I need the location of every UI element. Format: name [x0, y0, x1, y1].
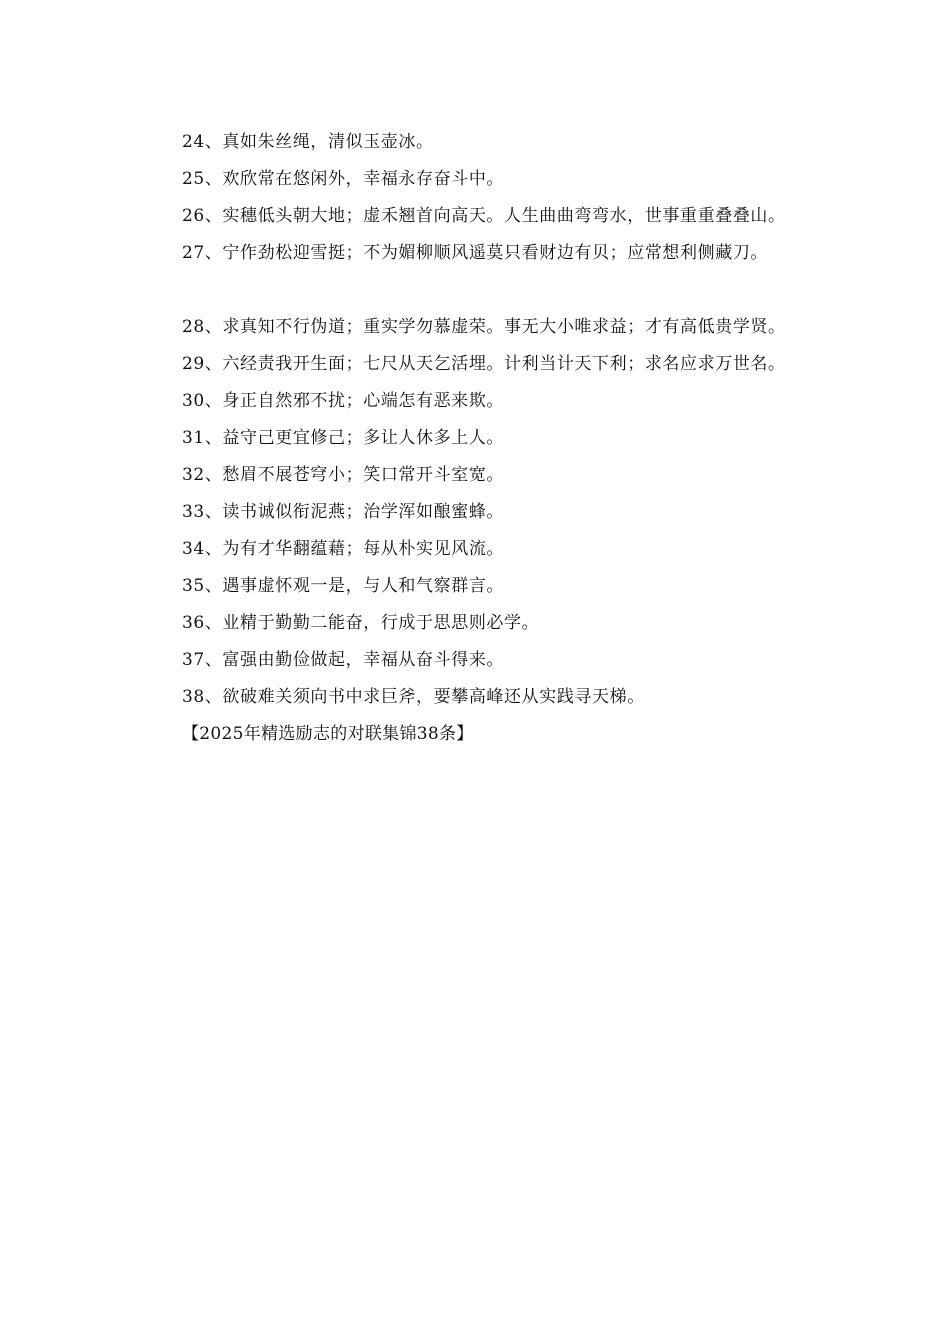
couplet-line-26: 26、实穗低头朝大地；虚禾翘首向高天。人生曲曲弯弯水，世事重重叠叠山。 [182, 206, 786, 226]
couplet-line-31: 31、益守己更宜修己；多让人休多上人。 [182, 428, 505, 448]
couplet-line-34: 34、为有才华翻蕴藉；每从朴实见风流。 [182, 539, 505, 559]
couplet-line-29: 29、六经责我开生面；七尺从天乞活埋。计利当计天下利；求名应求万世名。 [182, 354, 786, 374]
couplet-line-33: 33、读书诚似衔泥燕；治学浑如酿蜜蜂。 [182, 502, 505, 522]
couplet-line-24: 24、真如朱丝绳，清似玉壶冰。 [182, 132, 434, 152]
couplet-line-32: 32、愁眉不展苍穹小；笑口常开斗室宽。 [182, 465, 505, 485]
document-footer-title: 【2025年精选励志的对联集锦38条】 [182, 724, 474, 744]
couplet-line-35: 35、遇事虚怀观一是，与人和气察群言。 [182, 576, 505, 596]
document-body [145, 124, 825, 753]
couplet-line-36: 36、业精于勤勤二能奋，行成于思思则必学。 [182, 613, 540, 633]
couplet-line-28: 28、求真知不行伪道；重实学勿慕虚荣。事无大小唯求益；才有高低贵学贤。 [182, 317, 786, 337]
couplet-line-38: 38、欲破难关须向书中求巨斧，要攀高峰还从实践寻天梯。 [182, 687, 645, 707]
couplet-line-27: 27、宁作劲松迎雪挺；不为媚柳顺风遥莫只看财边有贝；应常想利侧藏刀。 [182, 243, 769, 263]
couplet-line-30: 30、身正自然邪不扰；心端怎有恶来欺。 [182, 391, 505, 411]
couplet-line-25: 25、欢欣常在悠闲外，幸福永存奋斗中。 [182, 169, 505, 189]
couplet-line-37: 37、富强由勤俭做起，幸福从奋斗得来。 [182, 650, 505, 670]
